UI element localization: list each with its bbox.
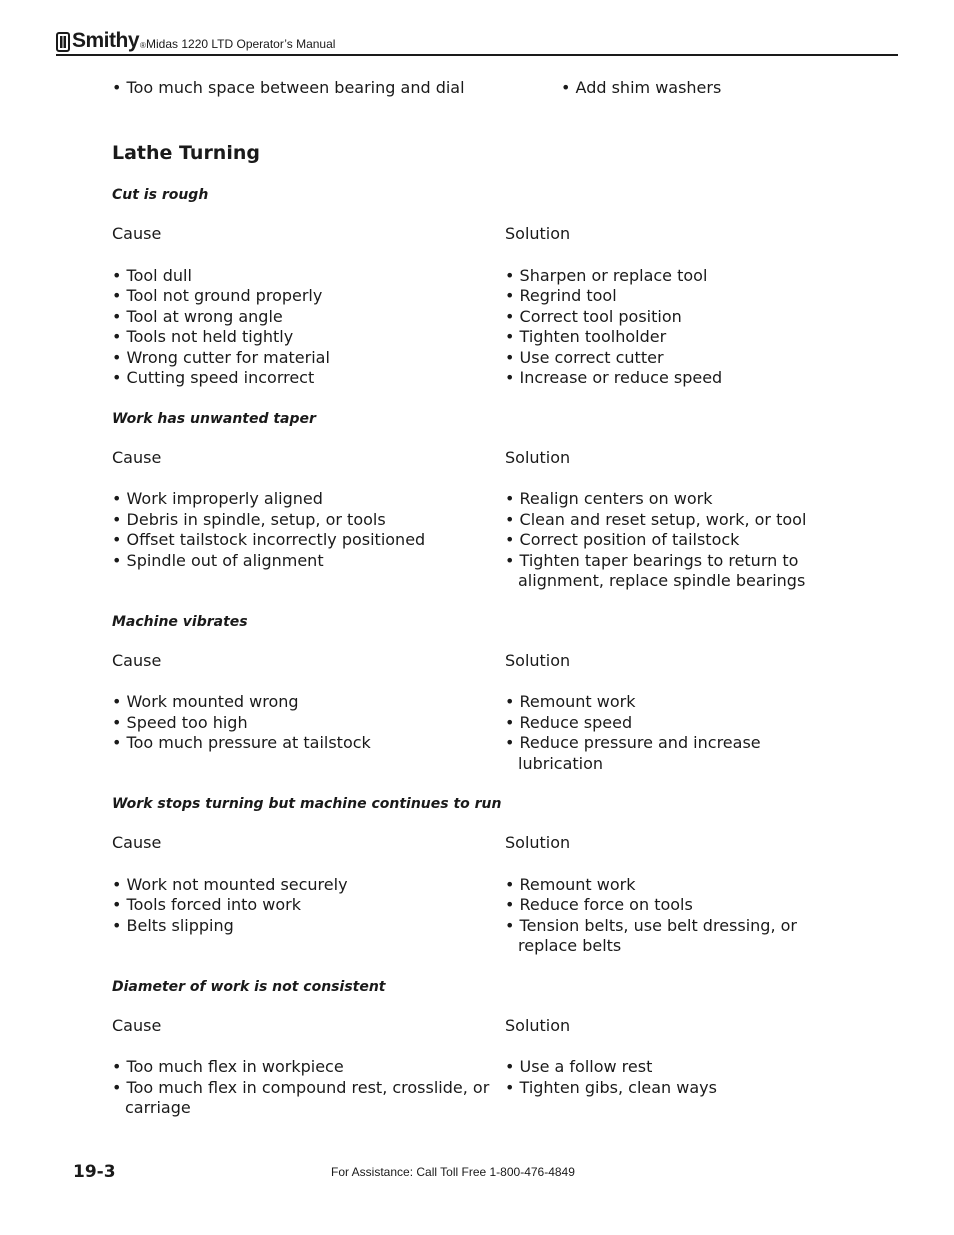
smithy-logo <box>56 26 146 52</box>
solution-item: • Use a follow rest <box>505 1057 825 1078</box>
problem-list <box>112 186 832 1119</box>
cause-item: • Work not mounted securely <box>112 875 505 896</box>
cause-heading: Cause <box>112 1015 162 1035</box>
cause-item: • Belts slipping <box>112 916 505 937</box>
cause-heading: Cause <box>112 650 162 670</box>
cause-solution-columns <box>112 448 832 592</box>
solution-item: • Tighten taper bearings to return to alignment, replace spindle bearings <box>505 551 825 592</box>
problem-title: Cut is rough <box>112 187 209 203</box>
problem-block <box>112 410 832 592</box>
cause-item: • Offset tailstock incorrectly positioned <box>112 530 505 551</box>
problem-block <box>112 978 832 1119</box>
solution-item: • Tension belts, use belt dressing, or replace belts <box>505 916 825 957</box>
solution-item: • Correct position of tailstock <box>505 530 825 551</box>
problem-title: Machine vibrates <box>112 613 248 630</box>
solution-item: • Correct tool position <box>505 307 825 328</box>
assistance-line: For Assistance: Call Toll Free 1-800-476-4849 <box>331 1165 575 1179</box>
page-number: 19-3 <box>73 1162 116 1182</box>
problem-block <box>112 186 832 389</box>
solution-column <box>505 651 825 775</box>
cause-item: • Wrong cutter for material <box>112 348 505 369</box>
cause-solution-columns <box>112 1016 832 1119</box>
cause-item: • Cutting speed incorrect <box>112 368 505 389</box>
cause-item: • Tool not ground properly <box>112 286 505 307</box>
smithy-logo-icon <box>56 32 70 52</box>
cause-column <box>112 833 505 957</box>
solution-item: • Remount work <box>505 875 825 896</box>
cause-solution-columns <box>112 651 832 775</box>
solution-item: • Reduce speed <box>505 713 825 734</box>
continued-solution-list <box>561 78 721 99</box>
registered-mark: ® <box>140 41 146 50</box>
solution-column <box>505 1016 825 1119</box>
solution-heading: Solution <box>505 833 571 852</box>
solution-column <box>505 224 825 389</box>
solution-list <box>505 692 825 774</box>
cause-heading: Cause <box>112 447 162 467</box>
problem-title: Work stops turning but machine continues to run <box>112 796 502 812</box>
continued-row <box>112 78 832 102</box>
cause-column <box>112 448 505 592</box>
cause-item: • Spindle out of alignment <box>112 551 505 572</box>
cause-item: • Too much pressure at tailstock <box>112 733 505 754</box>
solution-item: • Realign centers on work <box>505 489 825 510</box>
solution-heading: Solution <box>505 1015 571 1035</box>
cause-list <box>112 1057 505 1119</box>
manual-title: Midas 1220 LTD Operator’s Manual <box>146 37 336 51</box>
cause-list <box>112 489 505 571</box>
page-content <box>112 78 832 1119</box>
cause-list <box>112 266 505 389</box>
cause-item: • Too much flex in workpiece <box>112 1057 505 1078</box>
solution-item: • Clean and reset setup, work, or tool <box>505 510 825 531</box>
solution-item: • Regrind tool <box>505 286 825 307</box>
cause-column <box>112 224 505 389</box>
cause-heading: Cause <box>112 224 162 243</box>
solution-item: • Use correct cutter <box>505 348 825 369</box>
solution-item: • Reduce pressure and increase lubrication <box>505 733 825 774</box>
cause-solution-columns <box>112 224 832 389</box>
continued-cause-list <box>112 78 465 99</box>
solution-item: • Tighten toolholder <box>505 327 825 348</box>
cause-item: • Work mounted wrong <box>112 692 505 713</box>
cause-list <box>112 692 505 754</box>
cause-item: • Tool dull <box>112 266 505 287</box>
cause-item: • Work improperly aligned <box>112 489 505 510</box>
cause-item: • Tool at wrong angle <box>112 307 505 328</box>
cause-column <box>112 1016 505 1119</box>
problem-block <box>112 613 832 775</box>
continued-cause: • Too much space between bearing and dial <box>112 78 465 99</box>
solution-list <box>505 266 825 389</box>
cause-item: • Tools forced into work <box>112 895 505 916</box>
cause-list <box>112 875 505 937</box>
solution-heading: Solution <box>505 447 571 467</box>
solution-item: • Sharpen or replace tool <box>505 266 825 287</box>
cause-solution-columns <box>112 833 832 957</box>
cause-item: • Debris in spindle, setup, or tools <box>112 510 505 531</box>
solution-heading: Solution <box>505 650 571 670</box>
cause-heading: Cause <box>112 833 162 852</box>
problem-title: Diameter of work is not consistent <box>112 978 386 995</box>
solution-item: • Tighten gibs, clean ways <box>505 1078 825 1099</box>
solution-item: • Remount work <box>505 692 825 713</box>
problem-block <box>112 795 832 957</box>
problem-title: Work has unwanted taper <box>112 410 316 427</box>
section-title: Lathe Turning <box>112 142 260 164</box>
solution-column <box>505 448 825 592</box>
cause-column <box>112 651 505 775</box>
solution-list <box>505 875 825 957</box>
cause-item: • Too much flex in compound rest, crosslide, or carriage <box>112 1078 505 1119</box>
solution-item: • Reduce force on tools <box>505 895 825 916</box>
solution-heading: Solution <box>505 224 571 243</box>
solution-column <box>505 833 825 957</box>
solution-item: • Increase or reduce speed <box>505 368 825 389</box>
logo-text: Smithy <box>72 29 140 52</box>
page-header <box>56 26 898 56</box>
solution-list <box>505 1057 825 1098</box>
cause-item: • Speed too high <box>112 713 505 734</box>
solution-list <box>505 489 825 592</box>
cause-item: • Tools not held tightly <box>112 327 505 348</box>
continued-solution: • Add shim washers <box>561 78 721 99</box>
